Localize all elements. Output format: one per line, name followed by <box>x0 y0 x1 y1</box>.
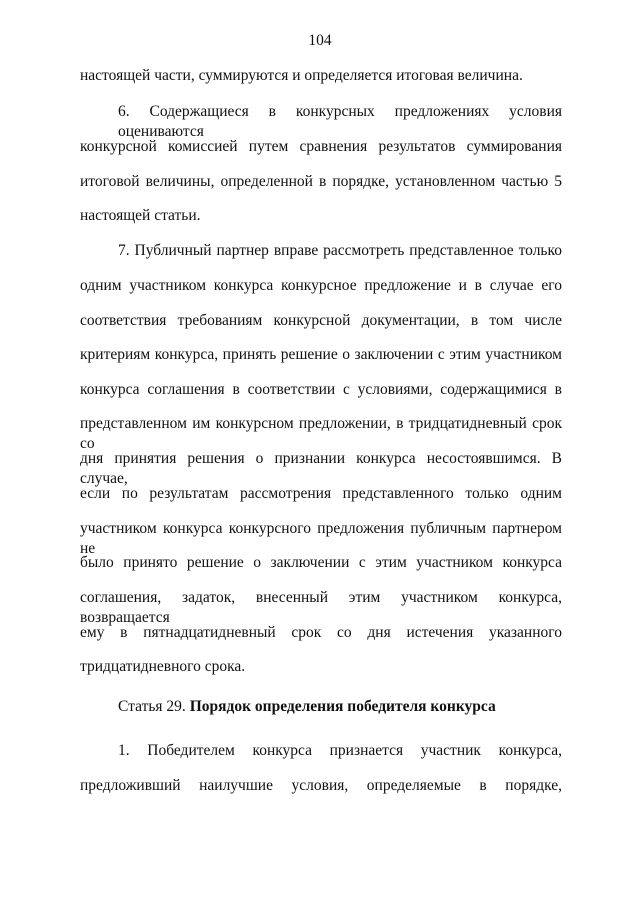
text-line: соглашения, задаток, внесенный этим участником конкурса, возвращается <box>80 589 562 626</box>
text-line: было принято решение о заключении с этим участником конкурса <box>80 554 562 571</box>
text-line: конкурсной комиссией путем сравнения результатов суммирования <box>80 138 562 155</box>
text-line: соответствия требованиям конкурсной документации, в том числе <box>80 312 562 329</box>
text-line: 7. Публичный партнер вправе рассмотреть представленное только <box>118 242 562 259</box>
text-line: если по результатам рассмотрения представленного только одним <box>80 485 562 502</box>
text-line: одним участником конкурса конкурсное предложение и в случае его <box>80 277 562 294</box>
article-title: Порядок определения победителя конкурса <box>189 698 496 715</box>
text-line: дня принятия решения о признании конкурса несостоявшимся. В случае, <box>80 450 562 487</box>
page-number: 104 <box>308 32 332 49</box>
text-line: тридцатидневного срока. <box>80 658 246 675</box>
text-line: представленном им конкурсном предложении, в тридцатидневный срок со <box>80 415 562 452</box>
article-number: Статья 29. <box>118 698 190 715</box>
text-line: конкурса соглашения в соответствии с условиями, содержащимися в <box>80 381 562 398</box>
text-line: участником конкурса конкурсного предложения публичным партнером не <box>80 520 562 557</box>
text-line: критериям конкурса, принять решение о заключении с этим участником <box>80 346 562 363</box>
text-line: настоящей части, суммируются и определяется итоговая величина. <box>80 67 523 84</box>
text-line: предложивший наилучшие условия, определяемые в порядке, <box>80 777 562 794</box>
text-line: 1. Победителем конкурса признается участник конкурса, <box>118 742 562 759</box>
text-line: итоговой величины, определенной в порядке, установленном частью 5 <box>80 173 562 190</box>
article-heading <box>118 697 562 717</box>
text-line: 6. Содержащиеся в конкурсных предложениях условия оцениваются <box>118 103 562 140</box>
text-line: ему в пятнадцатидневный срок со дня истечения указанного <box>80 624 562 641</box>
text-line: настоящей статьи. <box>80 207 201 224</box>
